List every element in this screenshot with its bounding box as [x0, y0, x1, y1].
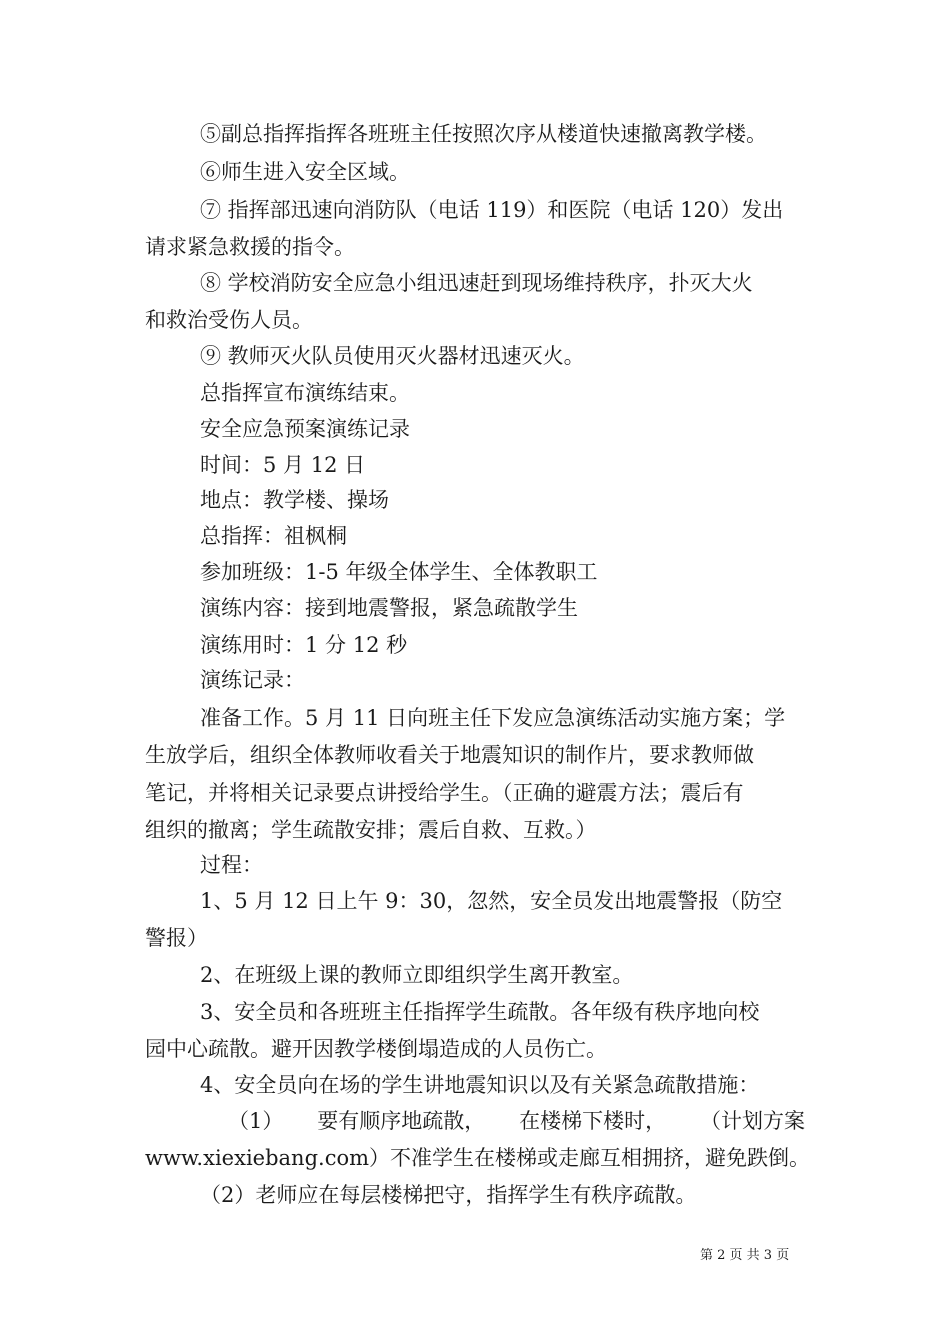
paragraph-line: ⑥师生进入安全区域。 — [200, 160, 410, 184]
paragraph-line: www.xiexiebang.com）不准学生在楼梯或走廊互相拥挤，避免跌倒。 — [145, 1146, 811, 1170]
record-field: 时间：5 月 12 日 — [200, 453, 366, 477]
paragraph-line: 生放学后，组织全体教师收看关于地震知识的制作片，要求教师做 — [145, 743, 754, 767]
paragraph-line: 1、5 月 12 日上午 9：30，忽然，安全员发出地震警报（防空 — [200, 889, 783, 913]
record-field: 演练内容：接到地震警报，紧急疏散学生 — [200, 596, 578, 620]
line-segment: （1） — [228, 1109, 284, 1133]
paragraph-line: 2、在班级上课的教师立即组织学生离开教室。 — [200, 963, 634, 987]
paragraph-line: 过程： — [200, 853, 263, 877]
paragraph-line: ⑤副总指挥指挥各班班主任按照次序从楼道快速撤离教学楼。 — [200, 122, 767, 146]
paragraph-line: 园中心疏散。避开因教学楼倒塌造成的人员伤亡。 — [145, 1037, 607, 1061]
paragraph-line: ⑨ 教师灭火队员使用灭火器材迅速灭火。 — [200, 344, 585, 368]
record-field: 演练用时：1 分 12 秒 — [200, 633, 408, 657]
paragraph-line — [228, 1106, 805, 1136]
page-number: 第 2 页 共 3 页 — [700, 1248, 790, 1263]
paragraph-line: 笔记，并将相关记录要点讲授给学生。（正确的避震方法；震后有 — [145, 781, 744, 805]
record-field: 总指挥：祖枫桐 — [200, 524, 347, 548]
paragraph-line: 准备工作。5 月 11 日向班主任下发应急演练活动实施方案；学 — [200, 706, 786, 730]
paragraph-line: 请求紧急救援的指令。 — [145, 235, 355, 259]
line-segment: 在楼梯下楼时， — [519, 1109, 667, 1133]
paragraph-line: ⑧ 学校消防安全应急小组迅速赶到现场维持秩序，扑灭大火 — [200, 271, 753, 295]
paragraph-line: 总指挥宣布演练结束。 — [200, 381, 410, 405]
paragraph-line: 组织的撤离；学生疏散安排；震后自救、互救。） — [145, 818, 597, 842]
paragraph-line: 警报） — [145, 926, 208, 950]
line-segment: 要有顺序地疏散， — [317, 1109, 486, 1133]
record-field: 参加班级：1-5 年级全体学生、全体教职工 — [200, 560, 598, 584]
paragraph-line: 4、安全员向在场的学生讲地震知识以及有关紧急疏散措施： — [200, 1073, 760, 1097]
line-segment: （计划方案 — [700, 1109, 805, 1133]
paragraph-line: 3、安全员和各班班主任指挥学生疏散。各年级有秩序地向校 — [200, 1000, 760, 1024]
paragraph-line: 和救治受伤人员。 — [145, 308, 313, 332]
record-field: 地点：教学楼、操场 — [200, 488, 389, 512]
paragraph-line: ⑦ 指挥部迅速向消防队（电话 119）和医院（电话 120）发出 — [200, 198, 784, 222]
record-field: 演练记录： — [200, 668, 305, 692]
record-title: 安全应急预案演练记录 — [200, 417, 410, 441]
paragraph-line: （2）老师应在每层楼梯把守，指挥学生有秩序疏散。 — [200, 1183, 697, 1207]
